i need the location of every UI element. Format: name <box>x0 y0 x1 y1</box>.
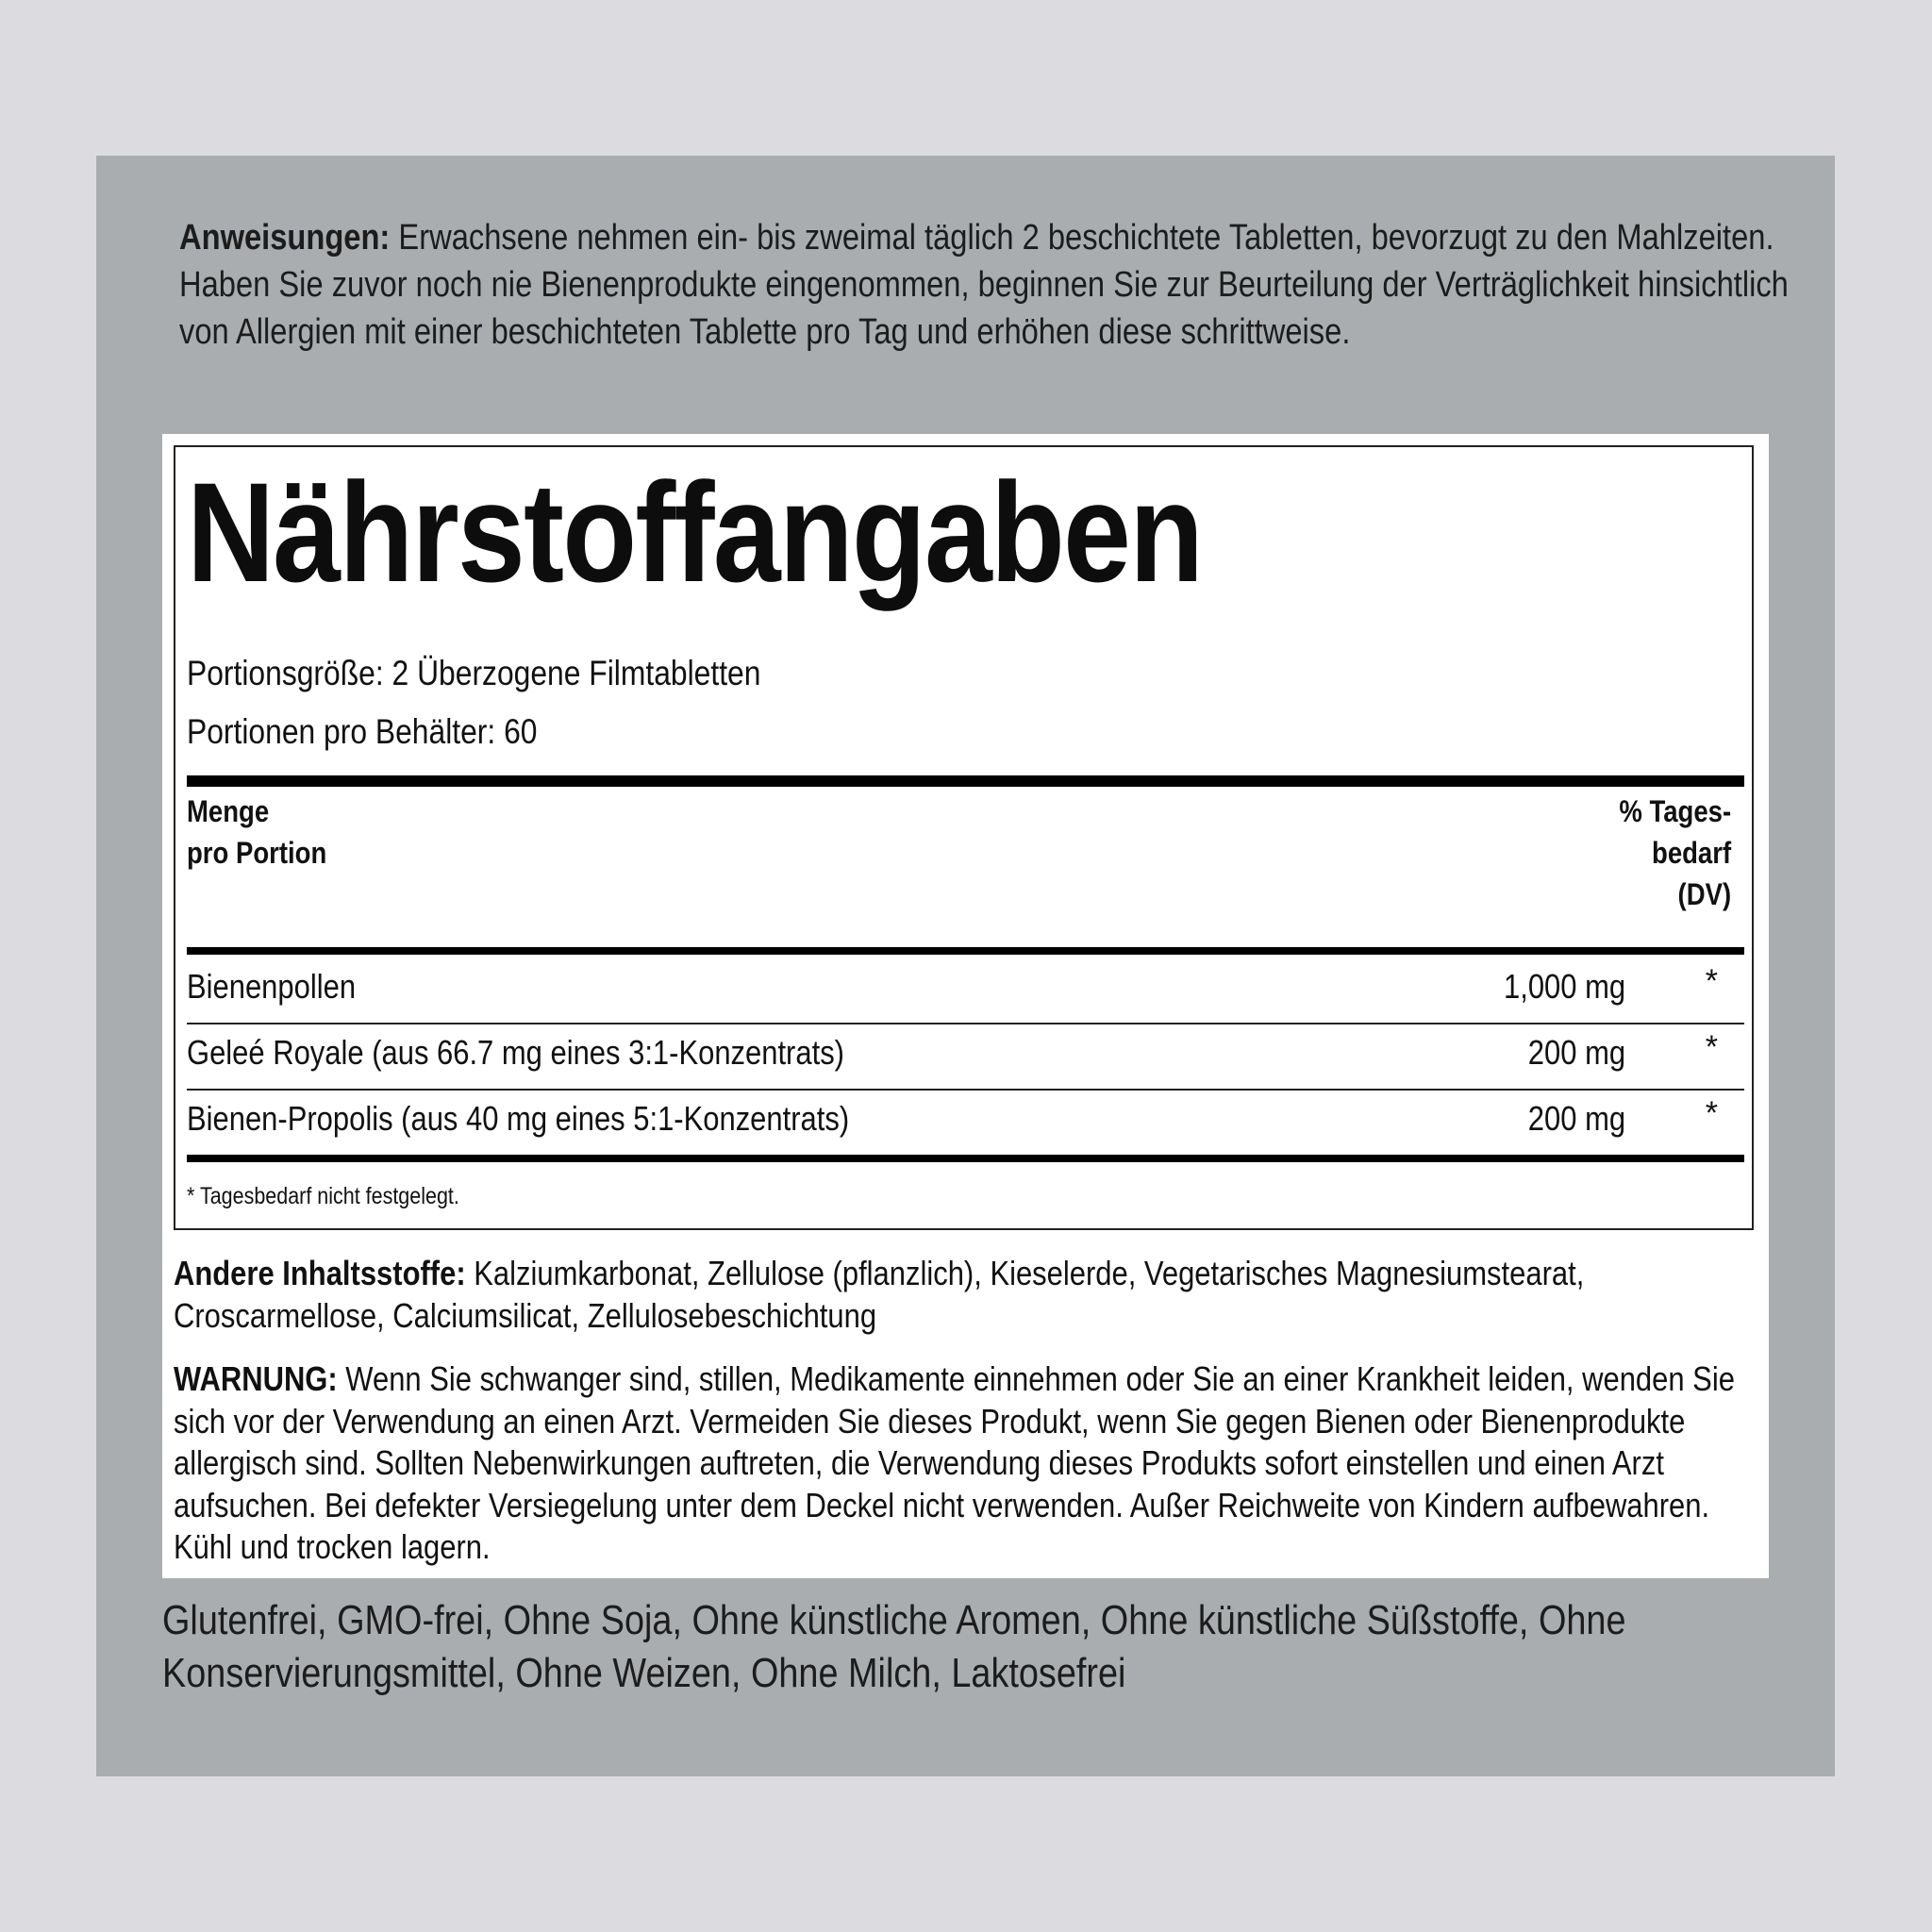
nutrient-row <box>187 1089 1744 1153</box>
amount-header-line2: pro Portion <box>187 836 327 870</box>
other-ingredients-label: Andere Inhaltsstoffe: <box>174 1254 466 1292</box>
dv-footnote: * Tagesbedarf nicht festgelegt. <box>187 1183 459 1209</box>
nutrient-row <box>187 957 1744 1021</box>
nutrient-dv: * <box>1705 963 1718 999</box>
warning-text: Wenn Sie schwanger sind, stillen, Medikamente einnehmen oder Sie an einer Krankheit leiden, wenden Sie sich vor der Verwendung an einen Arzt. Vermeiden Sie dieses Produkt, wenn Sie gegen Bienen oder Bienenprodukte allergisch sind. Sollten Nebenwirkungen auftreten, die Verwendung dieses Produkts sofort einstellen und einen Arzt aufsuchen. Bei defekter Versiegelung unter dem Deckel nicht verwenden. Außer Reichweite von Kindern aufbewahren. Kühl und trocken lagern. <box>174 1359 1735 1566</box>
warning-label: WARNUNG: <box>174 1359 338 1398</box>
thick-divider <box>187 775 1744 787</box>
serving-size: Portionsgröße: 2 Überzogene Filmtabletten <box>187 654 761 692</box>
servings-per-container: Portionen pro Behälter: 60 <box>187 712 538 751</box>
nutrient-amount: 200 mg <box>1527 1099 1625 1138</box>
nutrient-amount: 1,000 mg <box>1503 967 1625 1006</box>
thick-divider <box>187 1155 1744 1162</box>
dv-header-line2: bedarf <box>1651 836 1731 870</box>
facts-title: Nährstoffangaben <box>187 453 1203 611</box>
daily-value-header <box>1619 791 1731 915</box>
label-panel <box>96 156 1835 1776</box>
nutrient-amount: 200 mg <box>1527 1033 1625 1072</box>
nutrient-name: Bienenpollen <box>187 967 357 1006</box>
nutrition-facts-box <box>174 445 1754 1230</box>
thick-divider <box>187 947 1744 955</box>
directions-label: Anweisungen: <box>179 218 391 258</box>
nutrient-row <box>187 1023 1744 1087</box>
label-white-box <box>162 434 1769 1578</box>
directions-body: Erwachsene nehmen ein- bis zweimal täglich 2 beschichtete Tabletten, bevorzugt zu den Mahlzeiten. Haben Sie zuvor noch nie Bienenprodukte eingenommen, beginnen Sie zur Beurteilung der Verträglichkeit hinsichtlich von Allergien mit einer beschichteten Tablette pro Tag und erhöhen diese schrittweise. <box>179 218 1789 352</box>
nutrient-dv: * <box>1705 1029 1718 1065</box>
other-ingredients <box>174 1253 1747 1337</box>
nutrient-name: Geleé Royale (aus 66.7 mg eines 3:1-Konzentrats) <box>187 1033 844 1072</box>
nutrient-dv: * <box>1705 1095 1718 1131</box>
warning <box>174 1358 1747 1569</box>
directions-text <box>179 214 1802 356</box>
dv-header-line3: (DV) <box>1677 877 1731 911</box>
nutrient-name: Bienen-Propolis (aus 40 mg eines 5:1-Konzentrats) <box>187 1099 850 1138</box>
amount-header <box>187 791 326 874</box>
dv-header-line1: % Tages- <box>1619 794 1731 828</box>
other-ingredients-text: Kalziumkarbonat, Zellulose (pflanzlich), Kieselerde, Vegetarisches Magnesiumstearat, Croscarmellose, Calciumsilicat, Zellulosebeschichtung <box>174 1254 1585 1335</box>
amount-header-line1: Menge <box>187 794 270 828</box>
free-from-claims: Glutenfrei, GMO-frei, Ohne Soja, Ohne künstliche Aromen, Ohne künstliche Süßstoffe, Ohne Konservierungsmittel, Ohne Weizen, Ohne Milch, Laktosefrei <box>162 1597 1626 1696</box>
